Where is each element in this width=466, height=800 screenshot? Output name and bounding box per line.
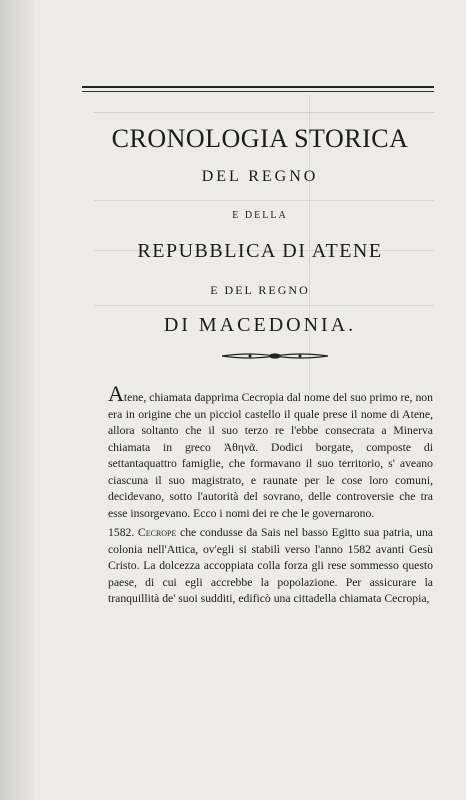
page-title: CRONOLOGIA STORICA — [111, 124, 409, 153]
header-rule-thin — [82, 91, 434, 92]
subtitle-repubblica: REPUBBLICA DI ATENE — [137, 240, 383, 262]
body-text — [108, 381, 433, 608]
entry-king-name: Cecrope — [137, 526, 177, 539]
entry-year: 1582. — [108, 526, 135, 539]
paragraph-intro-text: tene, chiamata dapprima Cecropia dal nome del suo primo re, non era in origine che un picciol castello il quale prese il nome di Atene, allora soltanto che il suo terzo re l'ebbe consecrata a Minerva chiamata in greco Ἀθηνᾶ. Dodici borgate, composte di settantaquattro famiglie, che formavano il suo territorio, s' aveano ciascuna il suo magistrato, e raunate per le cose loro comuni, decidevano, sotto l'autorità del sovrano, delle controversie che tra esse insorgevano. Ecco i nomi dei re che le governarono. — [108, 391, 433, 520]
subtitle-e-della: E DELLA — [232, 210, 288, 221]
header-rule-thick — [82, 86, 434, 88]
drop-cap: A — [108, 381, 124, 406]
subtitle-macedonia: DI MACEDONIA. — [163, 314, 357, 336]
paragraph-cecrope-text: che condusse da Sais nel basso Egitto sua patria, una colonia nell'Attica, ov'egli si stabilì verso l'anno 1582 avanti Gesù Cristo. La dolcezza accoppiata colla forza gli rese sommesso questo paese, di cui egli accrebbe la popolazione. Per assicurare la tranquillità de' suoi sudditi, edificò una cittadella chiamata Cecropia, — [108, 526, 433, 605]
paragraph-intro — [108, 381, 433, 522]
subtitle-e-del-regno: E DEL REGNO — [210, 283, 310, 297]
paragraph-cecrope — [108, 525, 433, 608]
subtitle-del-regno: DEL REGNO — [201, 168, 319, 185]
ornament-divider-icon — [220, 352, 330, 360]
scan-edge — [0, 0, 34, 800]
